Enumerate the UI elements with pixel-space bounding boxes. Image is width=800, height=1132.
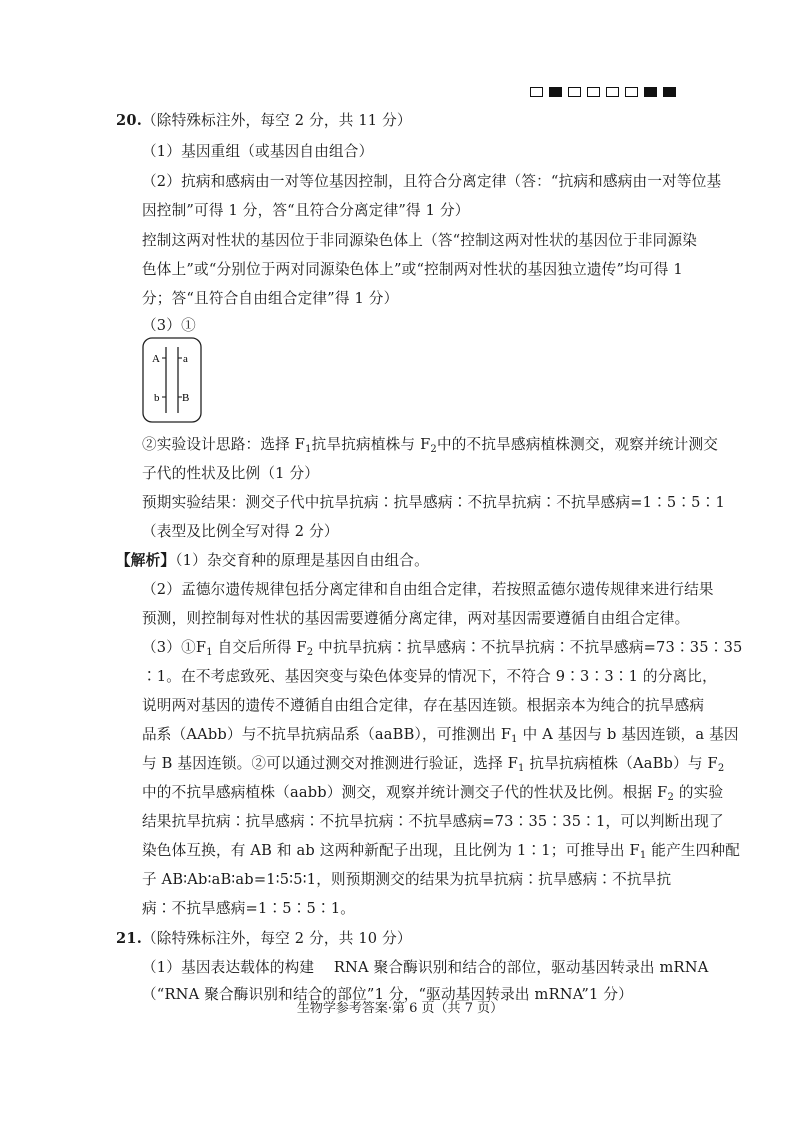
text-line [142, 696, 704, 716]
subscript: 2 [306, 647, 314, 658]
text-line [142, 667, 717, 687]
subscript: 1 [511, 734, 518, 745]
text-segment: （1）基因表达载体的构建 RNA 聚合酶识别和结合的部位，驱动基因转录出 mRNA [142, 959, 709, 976]
chromosome-diagram [142, 337, 202, 423]
text-line [142, 464, 319, 484]
text-segment: 子 AB∶Ab∶aB∶ab=1∶5∶5∶1，则预期测交的结果为抗旱抗病∶抗旱感病∶不抗旱抗 [142, 871, 672, 888]
subscript: 1 [518, 763, 525, 774]
text-segment: （3）①F [142, 639, 207, 656]
gene-label-b: b [154, 392, 160, 404]
cell-outline [143, 338, 201, 422]
text-line [142, 522, 339, 542]
subscript: 2 [717, 763, 725, 774]
text-line [142, 316, 196, 336]
text-segment: 自交后所得 F [212, 639, 307, 656]
header-marks [530, 87, 676, 97]
text-line [142, 841, 740, 861]
text-line [142, 201, 470, 221]
text-segment: 预期实验结果：测交子代中抗旱抗病∶抗旱感病∶不抗旱抗病∶不抗旱感病=1∶5∶5∶1 [142, 494, 725, 511]
gene-label-a: a [183, 353, 188, 365]
text-segment: 结果抗旱抗病∶抗旱感病∶不抗旱抗病∶不抗旱感病=73∶35∶35∶1，可以判断出现了 [142, 813, 724, 830]
text-line [142, 638, 743, 658]
text-line [142, 289, 398, 309]
header-mark-empty-icon [625, 87, 638, 97]
text-line [116, 929, 412, 949]
analysis-heading: 【解析】 [116, 552, 176, 569]
text-segment: 中抗旱抗病∶抗旱感病∶不抗旱抗病∶不抗旱感病=73∶35∶35 [313, 639, 743, 656]
text-segment: （除特殊标注外，每空 2 分，共 10 分） [142, 930, 412, 947]
text-line [142, 754, 724, 774]
text-segment: ②实验设计思路：选择 F [142, 436, 306, 453]
text-line [142, 580, 714, 600]
text-line [142, 958, 708, 978]
text-segment: 抗旱抗病植株（AaBb）与 F [524, 755, 718, 772]
text-line [142, 493, 725, 513]
text-segment: 预测，则控制每对性状的基因需要遵循分离定律，两对基因需要遵循自由组合定律。 [142, 610, 690, 627]
question-number: 21. [116, 930, 142, 947]
header-mark-empty-icon [606, 87, 619, 97]
text-segment: 抗旱抗病植株与 F [311, 436, 431, 453]
header-mark-filled-icon [644, 87, 657, 97]
subscript: 1 [206, 647, 213, 658]
text-line [142, 231, 697, 251]
text-segment: 能产生四种配 [646, 842, 741, 859]
text-segment: 中 A 基因与 b 基因连锁，a 基因 [517, 726, 739, 743]
header-mark-empty-icon [587, 87, 600, 97]
text-segment: （“RNA 聚合酶识别和结合的部位”1 分，“驱动基因转录出 mRNA”1 分） [142, 986, 633, 1003]
text-line [116, 551, 429, 571]
subscript: 1 [305, 444, 312, 455]
text-segment: 因控制”可得 1 分，答“且符合分离定律”得 1 分） [142, 202, 470, 219]
text-line [142, 899, 355, 919]
text-segment: 染色体互换，有 AB 和 ab 这两种新配子出现，且比例为 1∶1；可推导出 F [142, 842, 640, 859]
text-segment: 与 B 基因连锁。②可以通过测交对推测进行验证，选择 F [142, 755, 519, 772]
text-segment: 分；答“且符合自由组合定律”得 1 分） [142, 290, 399, 307]
text-segment: ∶1。在不考虑致死、基因突变与染色体变异的情况下，不符合 9∶3∶3∶1 的分离比， [142, 668, 717, 685]
text-segment: 中的不抗旱感病植株（aabb）测交，观察并统计测交子代的性状及比例。根据 F [142, 784, 668, 801]
text-line [142, 725, 739, 745]
header-mark-filled-icon [549, 87, 562, 97]
header-mark-empty-icon [530, 87, 543, 97]
text-line [116, 111, 412, 131]
text-segment: 品系（AAbb）与不抗旱抗病品系（aaBB），可推测出 F [142, 726, 512, 743]
text-line [142, 812, 724, 832]
subscript: 2 [667, 792, 675, 803]
gene-label-A: A [152, 353, 160, 365]
text-segment: 色体上”或“分别位于两对同源染色体上”或“控制两对性状的基因独立遗传”均可得 1 [142, 261, 683, 278]
text-line [142, 783, 723, 803]
subscript: 2 [430, 444, 437, 455]
question-number: 20. [116, 112, 142, 129]
text-segment: （3）① [142, 317, 196, 334]
gene-label-B: B [182, 392, 190, 404]
text-segment: （除特殊标注外，每空 2 分，共 11 分） [142, 112, 412, 129]
text-line [142, 609, 689, 629]
text-segment: （2）抗病和感病由一对等位基因控制，且符合分离定律（答：“抗病和感病由一对等位基 [142, 173, 722, 190]
text-line [142, 435, 718, 455]
text-line [142, 172, 721, 192]
page-footer: 生物学参考答案·第 6 页（共 7 页） [296, 1001, 504, 1016]
subscript: 1 [639, 850, 647, 861]
text-segment: （2）孟德尔遗传规律包括分离定律和自由组合定律，若按照孟德尔遗传规律来进行结果 [142, 581, 714, 598]
text-line [142, 870, 671, 890]
header-mark-filled-icon [663, 87, 676, 97]
text-segment: 病∶不抗旱感病=1∶5∶5∶1。 [142, 900, 356, 917]
text-segment: 的实验 [674, 784, 724, 801]
text-line [142, 260, 683, 280]
text-segment: （1）杂交育种的原理是基因自由组合。 [175, 552, 429, 569]
text-segment: （1）基因重组（或基因自由组合） [142, 143, 374, 160]
text-segment: 控制这两对性状的基因位于非同源染色体上（答“控制这两对性状的基因位于非同源染 [142, 232, 698, 249]
text-line [142, 142, 373, 162]
header-mark-empty-icon [568, 87, 581, 97]
text-segment: 子代的性状及比例（1 分） [142, 465, 320, 482]
text-segment: 中的不抗旱感病植株测交，观察并统计测交 [436, 436, 719, 453]
text-segment: 说明两对基因的遗传不遵循自由组合定律，存在基因连锁。根据亲本为纯合的抗旱感病 [142, 697, 705, 714]
text-segment: （表型及比例全写对得 2 分） [142, 523, 339, 540]
